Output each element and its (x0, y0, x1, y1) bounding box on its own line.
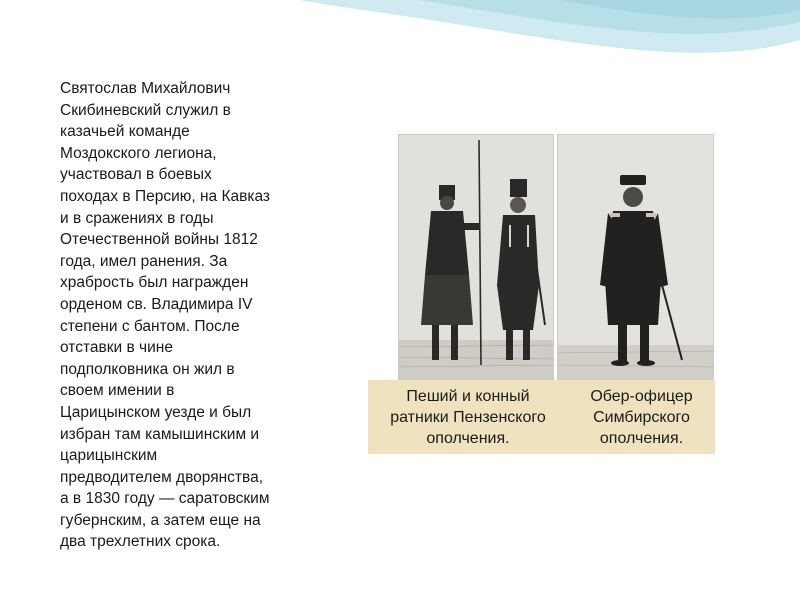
paragraph-line: и в сражениях в годы (60, 209, 214, 227)
caption-line: ратники Пензенского (390, 408, 546, 426)
paragraph-line: отставки в чине (60, 339, 173, 357)
paragraph-line: предводителем дворянства, (60, 468, 263, 486)
paragraph-line: губернским, а затем еще на (60, 511, 261, 529)
paragraph-line: Скибиневский служил в (60, 101, 231, 119)
caption-militiamen (368, 380, 568, 454)
paragraph-line: года, имел ранения. За (60, 252, 228, 270)
engraving-militiamen-image (398, 134, 554, 380)
paragraph-line: своем имении в (60, 382, 175, 400)
caption-line: ополчения. (599, 429, 684, 447)
paragraph-line: два трехлетних срока. (60, 533, 221, 551)
paragraph-line: Царицынском уезде и был (60, 403, 252, 421)
paragraph-line: участвовал в боевых (60, 166, 212, 184)
caption-line: ополчения. (426, 429, 510, 447)
paragraph-line: Святослав Михайлович (60, 80, 231, 97)
top-wave-decoration (0, 0, 800, 70)
paragraph-line: храбрость был награжден (60, 274, 249, 292)
paragraph-line: Отечественной войны 1812 (60, 231, 258, 249)
paragraph-line: орденом св. Владимира IV (60, 295, 253, 313)
paragraph-line: степени с бантом. После (60, 317, 240, 335)
biography-paragraph (60, 78, 305, 553)
paragraph-line: Моздокского легиона, (60, 144, 217, 162)
caption-line: Обер-офицер (590, 387, 693, 405)
caption-line: Пеший и конный (406, 387, 530, 405)
paragraph-line: подполковника он жил в (60, 360, 235, 378)
paragraph-line: избран там камышинским и (60, 425, 260, 443)
caption-officer (568, 380, 715, 454)
paragraph-line: казачьей команде (60, 123, 190, 141)
paragraph-line: а в 1830 году — саратовским (60, 490, 270, 508)
caption-line: Симбирского (593, 408, 690, 426)
engraving-officer-image (557, 134, 714, 380)
paragraph-line: походах в Персию, на Кавказ (60, 187, 271, 205)
paragraph-line: царицынским (60, 447, 158, 465)
